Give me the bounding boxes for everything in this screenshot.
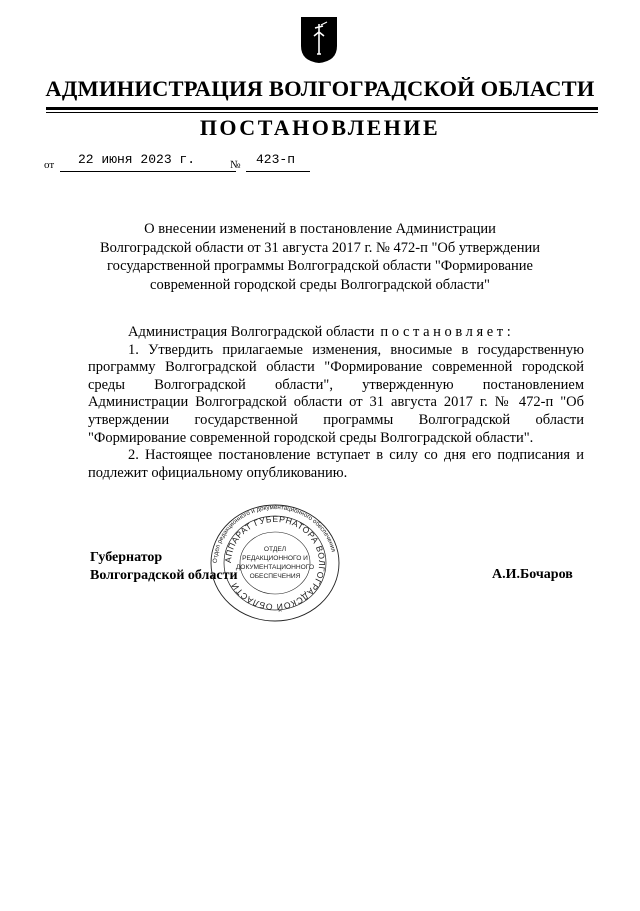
date-underline bbox=[60, 171, 236, 172]
date-number-row bbox=[44, 151, 344, 175]
paragraph-1: 1. Утвердить прилагаемые изменения, вносимые в государственную программу Волгоградской области "Формирование современной городской среды Волгоградской области", утвержденную постановлением Администрации Волгоградской области от 31 августа 2017 г. № 472-п "Об утверждении государственной программы Волгоградской области "Формирование современной городской среды Волгоградской области". bbox=[88, 341, 584, 446]
number-label: № bbox=[230, 159, 241, 171]
subject-line: О внесении изменений в постановление Администрации bbox=[144, 221, 496, 237]
document-date: 22 июня 2023 г. bbox=[78, 152, 196, 167]
stamp-center-line: ДОКУМЕНТАЦИОННОГО bbox=[235, 564, 315, 571]
subject-line: современной городской среды Волгоградской области" bbox=[150, 276, 490, 293]
stamp-inner-ring-text: АППАРАТ ГУБЕРНАТОРА ВОЛГОГРАДСКОЙ ОБЛАСТИ bbox=[222, 513, 328, 613]
signer-title-line-1: Губернатор bbox=[90, 550, 163, 565]
stamp-center-line: ОТДЕЛ bbox=[263, 546, 287, 553]
paragraph-2: 2. Настоящее постановление вступает в силу со дня его подписания и подлежит официальному опубликованию. bbox=[88, 447, 584, 481]
header-rule-thick bbox=[46, 107, 598, 110]
signer-title-line-2: Волгоградской области bbox=[90, 568, 238, 583]
document-type: ПОСТАНОВЛЕНИЕ bbox=[199, 115, 441, 140]
number-underline bbox=[246, 171, 310, 172]
subject-line: Волгоградской области от 31 августа 2017 г. № 472-п "Об утверждении bbox=[99, 239, 541, 256]
document-body bbox=[88, 324, 584, 482]
date-label: от bbox=[44, 159, 55, 171]
stamp-center-line: ОБЕСПЕЧЕНИЯ bbox=[249, 573, 301, 580]
stamp-outer-ring-text: Отдел редакционного и документационного обеспечения bbox=[211, 503, 337, 564]
official-stamp bbox=[209, 503, 341, 623]
preamble-start: Администрация Волгоградской области bbox=[128, 324, 375, 340]
preamble-verb: постановляет: bbox=[380, 324, 515, 340]
volgograd-coat-of-arms-icon bbox=[300, 16, 338, 64]
stamp-center-line: РЕДАКЦИОННОГО И bbox=[242, 555, 308, 562]
signer-name: А.И.Бочаров bbox=[492, 567, 573, 582]
header-rule-thin bbox=[46, 112, 598, 113]
preamble bbox=[88, 324, 584, 342]
subject-line: государственной программы Волгоградской области "Формирование bbox=[106, 258, 533, 274]
document-subject bbox=[80, 220, 560, 294]
organization-title: АДМИНИСТРАЦИЯ ВОЛГОГРАДСКОЙ ОБЛАСТИ bbox=[45, 76, 595, 101]
document-number: 423-п bbox=[256, 152, 296, 167]
